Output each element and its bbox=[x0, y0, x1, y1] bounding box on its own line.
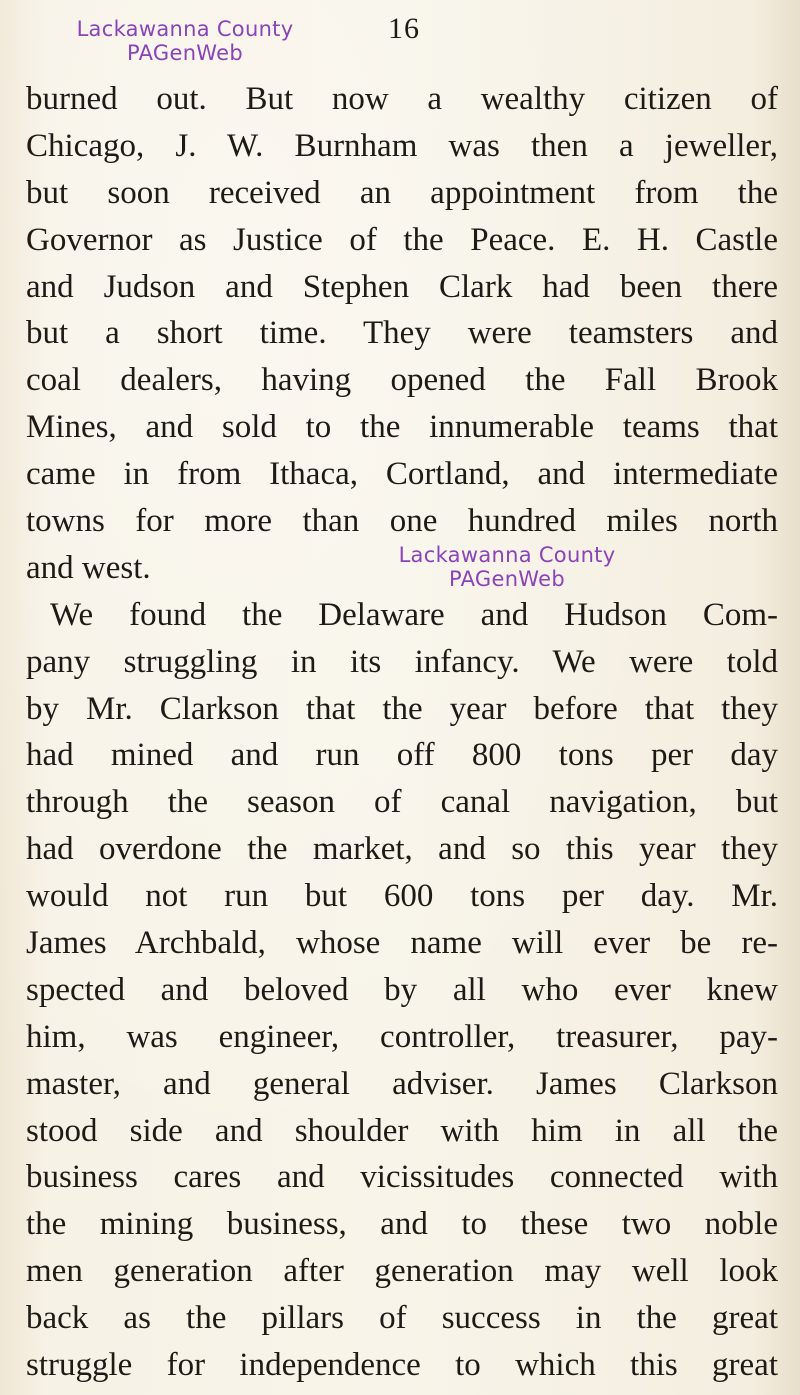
text-line: business cares and vicissitudes connected with bbox=[26, 1159, 778, 1196]
text-line: spected and beloved by all who ever knew bbox=[26, 971, 778, 1008]
paragraph-end-line: and west. bbox=[26, 549, 151, 586]
text-line: by Mr. Clarkson that the year before that they bbox=[26, 690, 778, 727]
text-line: men generation after generation may well look bbox=[26, 1253, 778, 1290]
watermark-middle-line1: Lackawanna County bbox=[398, 543, 616, 567]
text-line: him, was engineer, controller, treasurer, pay- bbox=[26, 1018, 778, 1055]
text-line: burned out. But now a wealthy citizen of bbox=[26, 81, 778, 117]
page-number: 16 bbox=[388, 12, 420, 45]
text-line: and Judson and Stephen Clark had been there bbox=[26, 268, 778, 305]
watermark-top-line1: Lackawanna County bbox=[76, 17, 294, 41]
watermark-top bbox=[50, 17, 320, 65]
text-line: James Archbald, whose name will ever be re- bbox=[26, 925, 778, 962]
body-text bbox=[26, 76, 778, 1389]
text-line: stood side and shoulder with him in all the bbox=[26, 1112, 778, 1149]
text-line: had overdone the market, and so this year they bbox=[26, 831, 778, 868]
text-line: the mining business, and to these two noble bbox=[26, 1206, 778, 1243]
text-line: Chicago, J. W. Burnham was then a jeweller, bbox=[26, 127, 778, 164]
text-line: Mines, and sold to the innumerable teams that bbox=[26, 409, 778, 446]
watermark-middle-line2: PAGenWeb bbox=[448, 567, 565, 591]
text-line: through the season of canal navigation, but bbox=[26, 784, 778, 821]
text-line: would not run but 600 tons per day. Mr. bbox=[26, 878, 778, 915]
text-line: but a short time. They were teamsters and bbox=[26, 315, 778, 352]
text-line: struggle for independence to which this great bbox=[26, 1347, 778, 1384]
text-line: coal dealers, having opened the Fall Brook bbox=[26, 362, 778, 399]
text-line: had mined and run off 800 tons per day bbox=[26, 737, 778, 774]
paragraph-first-line: We found the Delaware and Hudson Com- bbox=[50, 596, 778, 633]
text-line: came in from Ithaca, Cortland, and intermediate bbox=[26, 456, 778, 493]
watermark-top-line2: PAGenWeb bbox=[126, 41, 243, 65]
text-line: but soon received an appointment from the bbox=[26, 174, 778, 211]
text-line: pany struggling in its infancy. We were told bbox=[26, 643, 778, 680]
text-line: Governor as Justice of the Peace. E. H. Castle bbox=[26, 221, 778, 258]
text-line: towns for more than one hundred miles north bbox=[26, 503, 778, 540]
text-line: back as the pillars of success in the great bbox=[26, 1300, 778, 1337]
text-line: master, and general adviser. James Clarkson bbox=[26, 1065, 778, 1102]
